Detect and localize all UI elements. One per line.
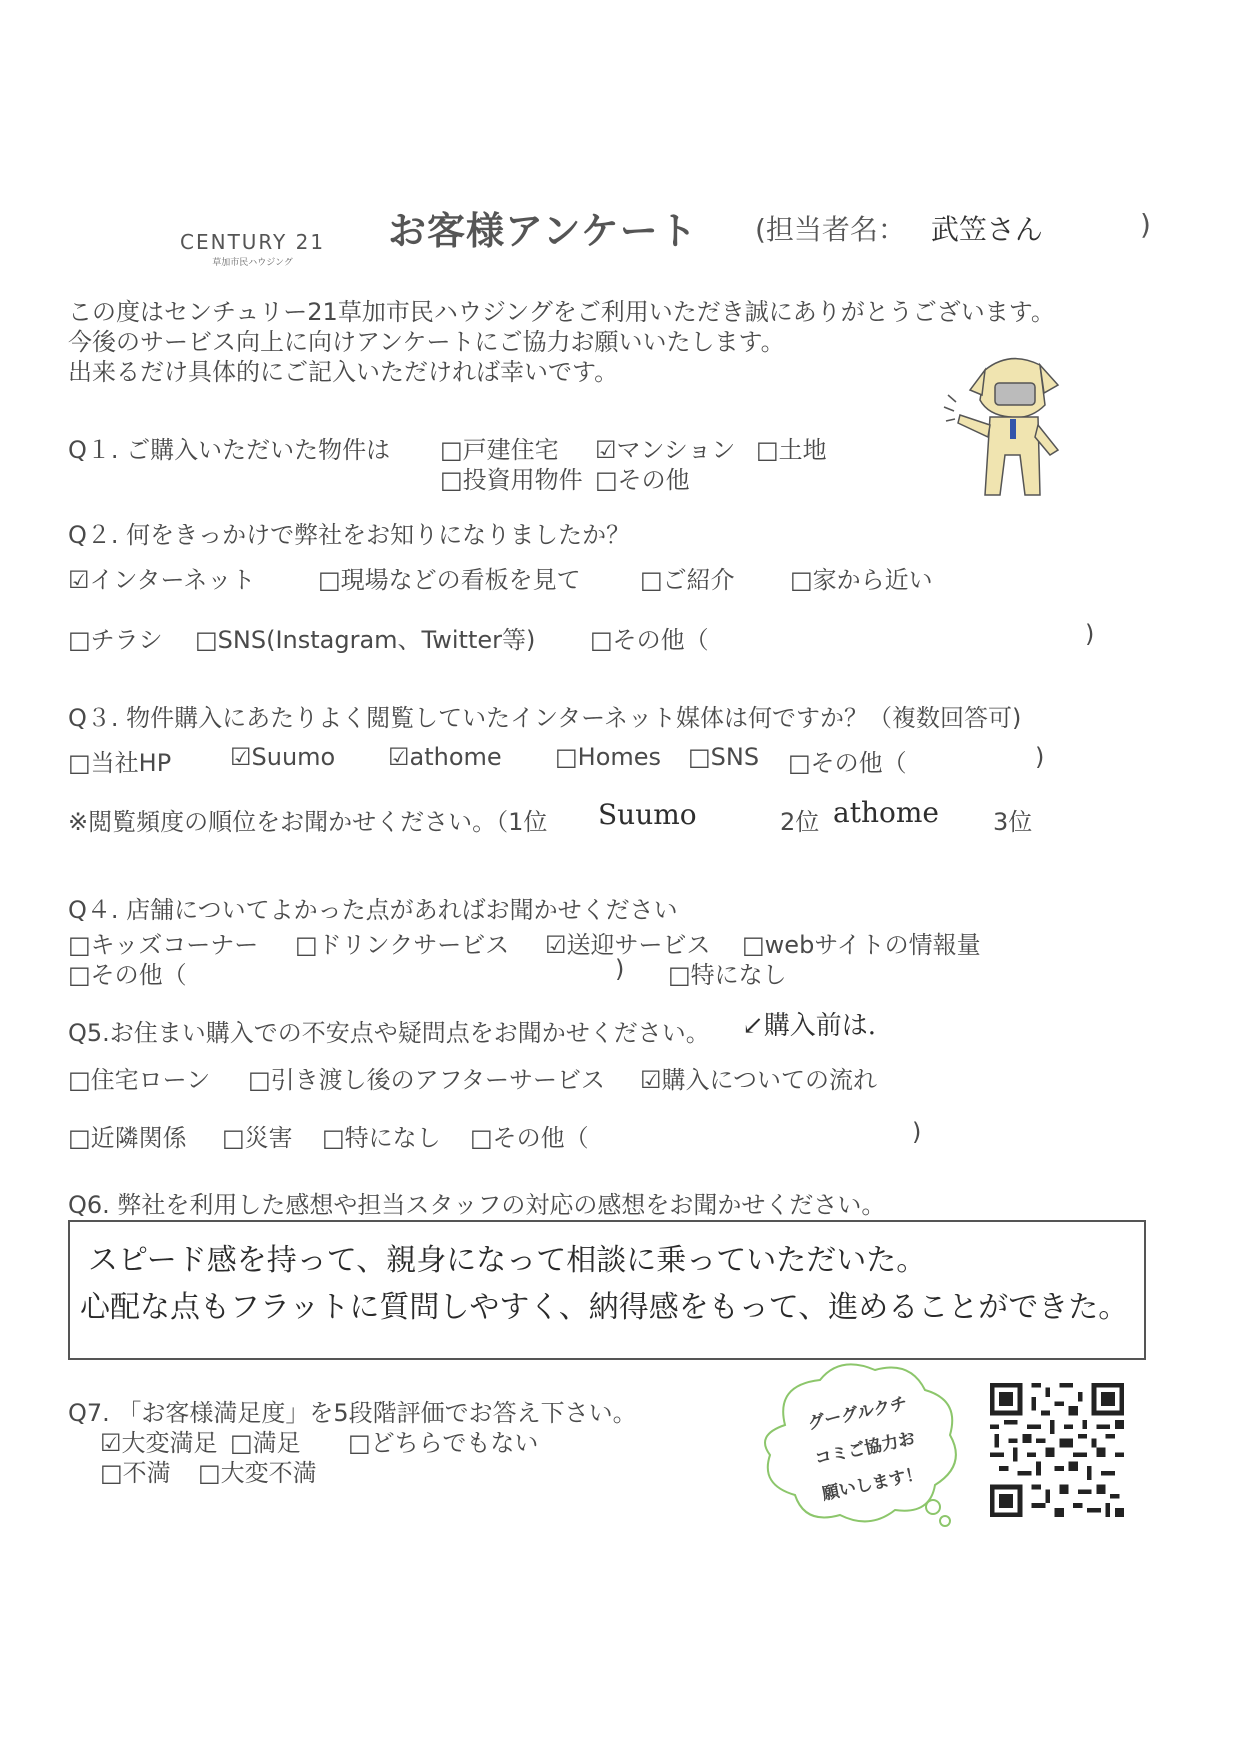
- qr-code-icon[interactable]: [990, 1383, 1124, 1517]
- q1-label: Q１. ご購入いただいた物件は: [68, 436, 391, 464]
- staff-close-paren: ): [1140, 208, 1151, 241]
- q7-option-very-dissatisfied[interactable]: □大変不満: [198, 1459, 317, 1487]
- q2-other-close-paren: ): [1085, 620, 1095, 648]
- intro-line-2: 今後のサービス向上に向けアンケートにご協力お願いいたします。: [68, 328, 785, 356]
- intro-line-3: 出来るだけ具体的にご記入いただければ幸いです。: [68, 358, 619, 386]
- q3-option-other[interactable]: □その他（: [788, 749, 907, 777]
- q7-label: Q7. 「お客様満足度」を5段階評価でお答え下さい。: [68, 1399, 637, 1427]
- q4-label: Q４. 店舗についてよかった点があればお聞かせください: [68, 896, 678, 924]
- q5-option-purchase-flow[interactable]: ☑購入についての流れ: [640, 1066, 878, 1094]
- q2-option-other[interactable]: □その他（: [590, 626, 709, 654]
- q4-option-other[interactable]: □その他（: [68, 961, 187, 989]
- q3-rank1-answer: Suumo: [598, 798, 697, 831]
- q7-option-neutral[interactable]: □どちらでもない: [348, 1429, 539, 1457]
- q5-option-other[interactable]: □その他（: [470, 1124, 589, 1152]
- q1-option-detached-house[interactable]: □戸建住宅: [440, 436, 559, 464]
- q3-option-athome[interactable]: ☑athome: [388, 743, 502, 771]
- q3-option-homes[interactable]: □Homes: [555, 743, 662, 771]
- dog-mascot-illustration: [940, 345, 1080, 505]
- q7-option-very-satisfied[interactable]: ☑大変満足: [100, 1429, 218, 1457]
- q5-other-close-paren: ): [912, 1118, 922, 1146]
- q3-other-close-paren: ): [1035, 743, 1045, 771]
- cloud-line-2: コミご協力お: [813, 1428, 917, 1470]
- q5-option-housing-loan[interactable]: □住宅ローン: [68, 1066, 211, 1094]
- q2-option-sns[interactable]: □SNS(Instagram、Twitter等): [195, 626, 536, 654]
- q1-option-other[interactable]: □その他: [595, 466, 690, 494]
- cloud-line-1: グーグルクチ: [805, 1393, 910, 1435]
- q5-option-after-service[interactable]: □引き渡し後のアフターサービス: [248, 1066, 605, 1094]
- q3-label: Q３. 物件購入にあたりよく閲覧していたインターネット媒体は何ですか？（複数回答可): [68, 704, 1022, 732]
- staff-field: [755, 208, 1151, 248]
- q2-option-signboard[interactable]: □現場などの看板を見て: [318, 566, 581, 594]
- intro-line-1: この度はセンチュリー21草加市民ハウジングをご利用いただき誠にありがとうございます。: [68, 298, 1055, 326]
- q1-option-investment[interactable]: □投資用物件: [440, 466, 583, 494]
- q7-option-dissatisfied[interactable]: □不満: [100, 1459, 171, 1487]
- logo-sub-text: 草加市民ハウジング: [212, 258, 293, 268]
- cloud-line-3: 願いします！: [820, 1463, 925, 1505]
- q2-option-referral[interactable]: □ご紹介: [640, 566, 735, 594]
- q7-option-satisfied[interactable]: □満足: [230, 1429, 301, 1457]
- q4-option-drink-service[interactable]: □ドリンクサービス: [295, 931, 510, 959]
- q3-rank2-answer: athome: [833, 796, 939, 829]
- q4-option-nothing[interactable]: □特になし: [668, 961, 787, 989]
- q2-label: Q２. 何をきっかけで弊社をお知りになりましたか？: [68, 521, 631, 549]
- q2-option-flyer[interactable]: □チラシ: [68, 626, 163, 654]
- q5-handwritten-note: ↙購入前は.: [742, 1011, 877, 1041]
- q3-rank2-label: 2位: [780, 808, 820, 836]
- q5-option-neighbors[interactable]: □近隣関係: [68, 1124, 187, 1152]
- q5-label: Q5.お住まい購入での不安点や疑問点をお聞かせください。: [68, 1019, 710, 1047]
- century21-logo: [180, 230, 325, 268]
- q1-option-mansion[interactable]: ☑マンション: [595, 436, 736, 464]
- q4-option-kids-corner[interactable]: □キッズコーナー: [68, 931, 259, 959]
- q4-other-close-paren: ): [615, 955, 625, 983]
- staff-name: 武笠さん: [930, 213, 1043, 246]
- page-title: お客様アンケート: [388, 209, 698, 253]
- q2-option-near-home[interactable]: □家から近い: [790, 566, 933, 594]
- logo-main-text: CENTURY 21: [180, 230, 326, 254]
- q6-answer-line-2: 心配な点もフラットに質問しやすく、納得感をもって、進めることができた。: [80, 1290, 1129, 1325]
- q3-rank3-label: 3位: [993, 808, 1033, 836]
- q3-option-company-hp[interactable]: □当社HP: [68, 749, 172, 777]
- q1-option-land[interactable]: □土地: [756, 436, 827, 464]
- q3-rank-label: ※閲覧頻度の順位をお聞かせください。（1位: [68, 808, 548, 836]
- q6-answer-line-1: スピード感を持って、親身になって相談に乗っていただいた。: [88, 1243, 927, 1278]
- q4-option-website-info[interactable]: □webサイトの情報量: [742, 931, 981, 959]
- q2-option-internet[interactable]: ☑インターネット: [68, 566, 256, 594]
- q5-option-disaster[interactable]: □災害: [222, 1124, 293, 1152]
- q3-option-sns[interactable]: □SNS: [688, 743, 760, 771]
- q5-option-nothing[interactable]: □特になし: [322, 1124, 441, 1152]
- q4-option-pickup-service[interactable]: ☑送迎サービス: [545, 931, 711, 959]
- staff-label: (担当者名：: [755, 213, 906, 246]
- q3-option-suumo[interactable]: ☑Suumo: [230, 743, 336, 771]
- q6-label: Q6. 弊社を利用した感想や担当スタッフの対応の感想をお聞かせください。: [68, 1191, 886, 1219]
